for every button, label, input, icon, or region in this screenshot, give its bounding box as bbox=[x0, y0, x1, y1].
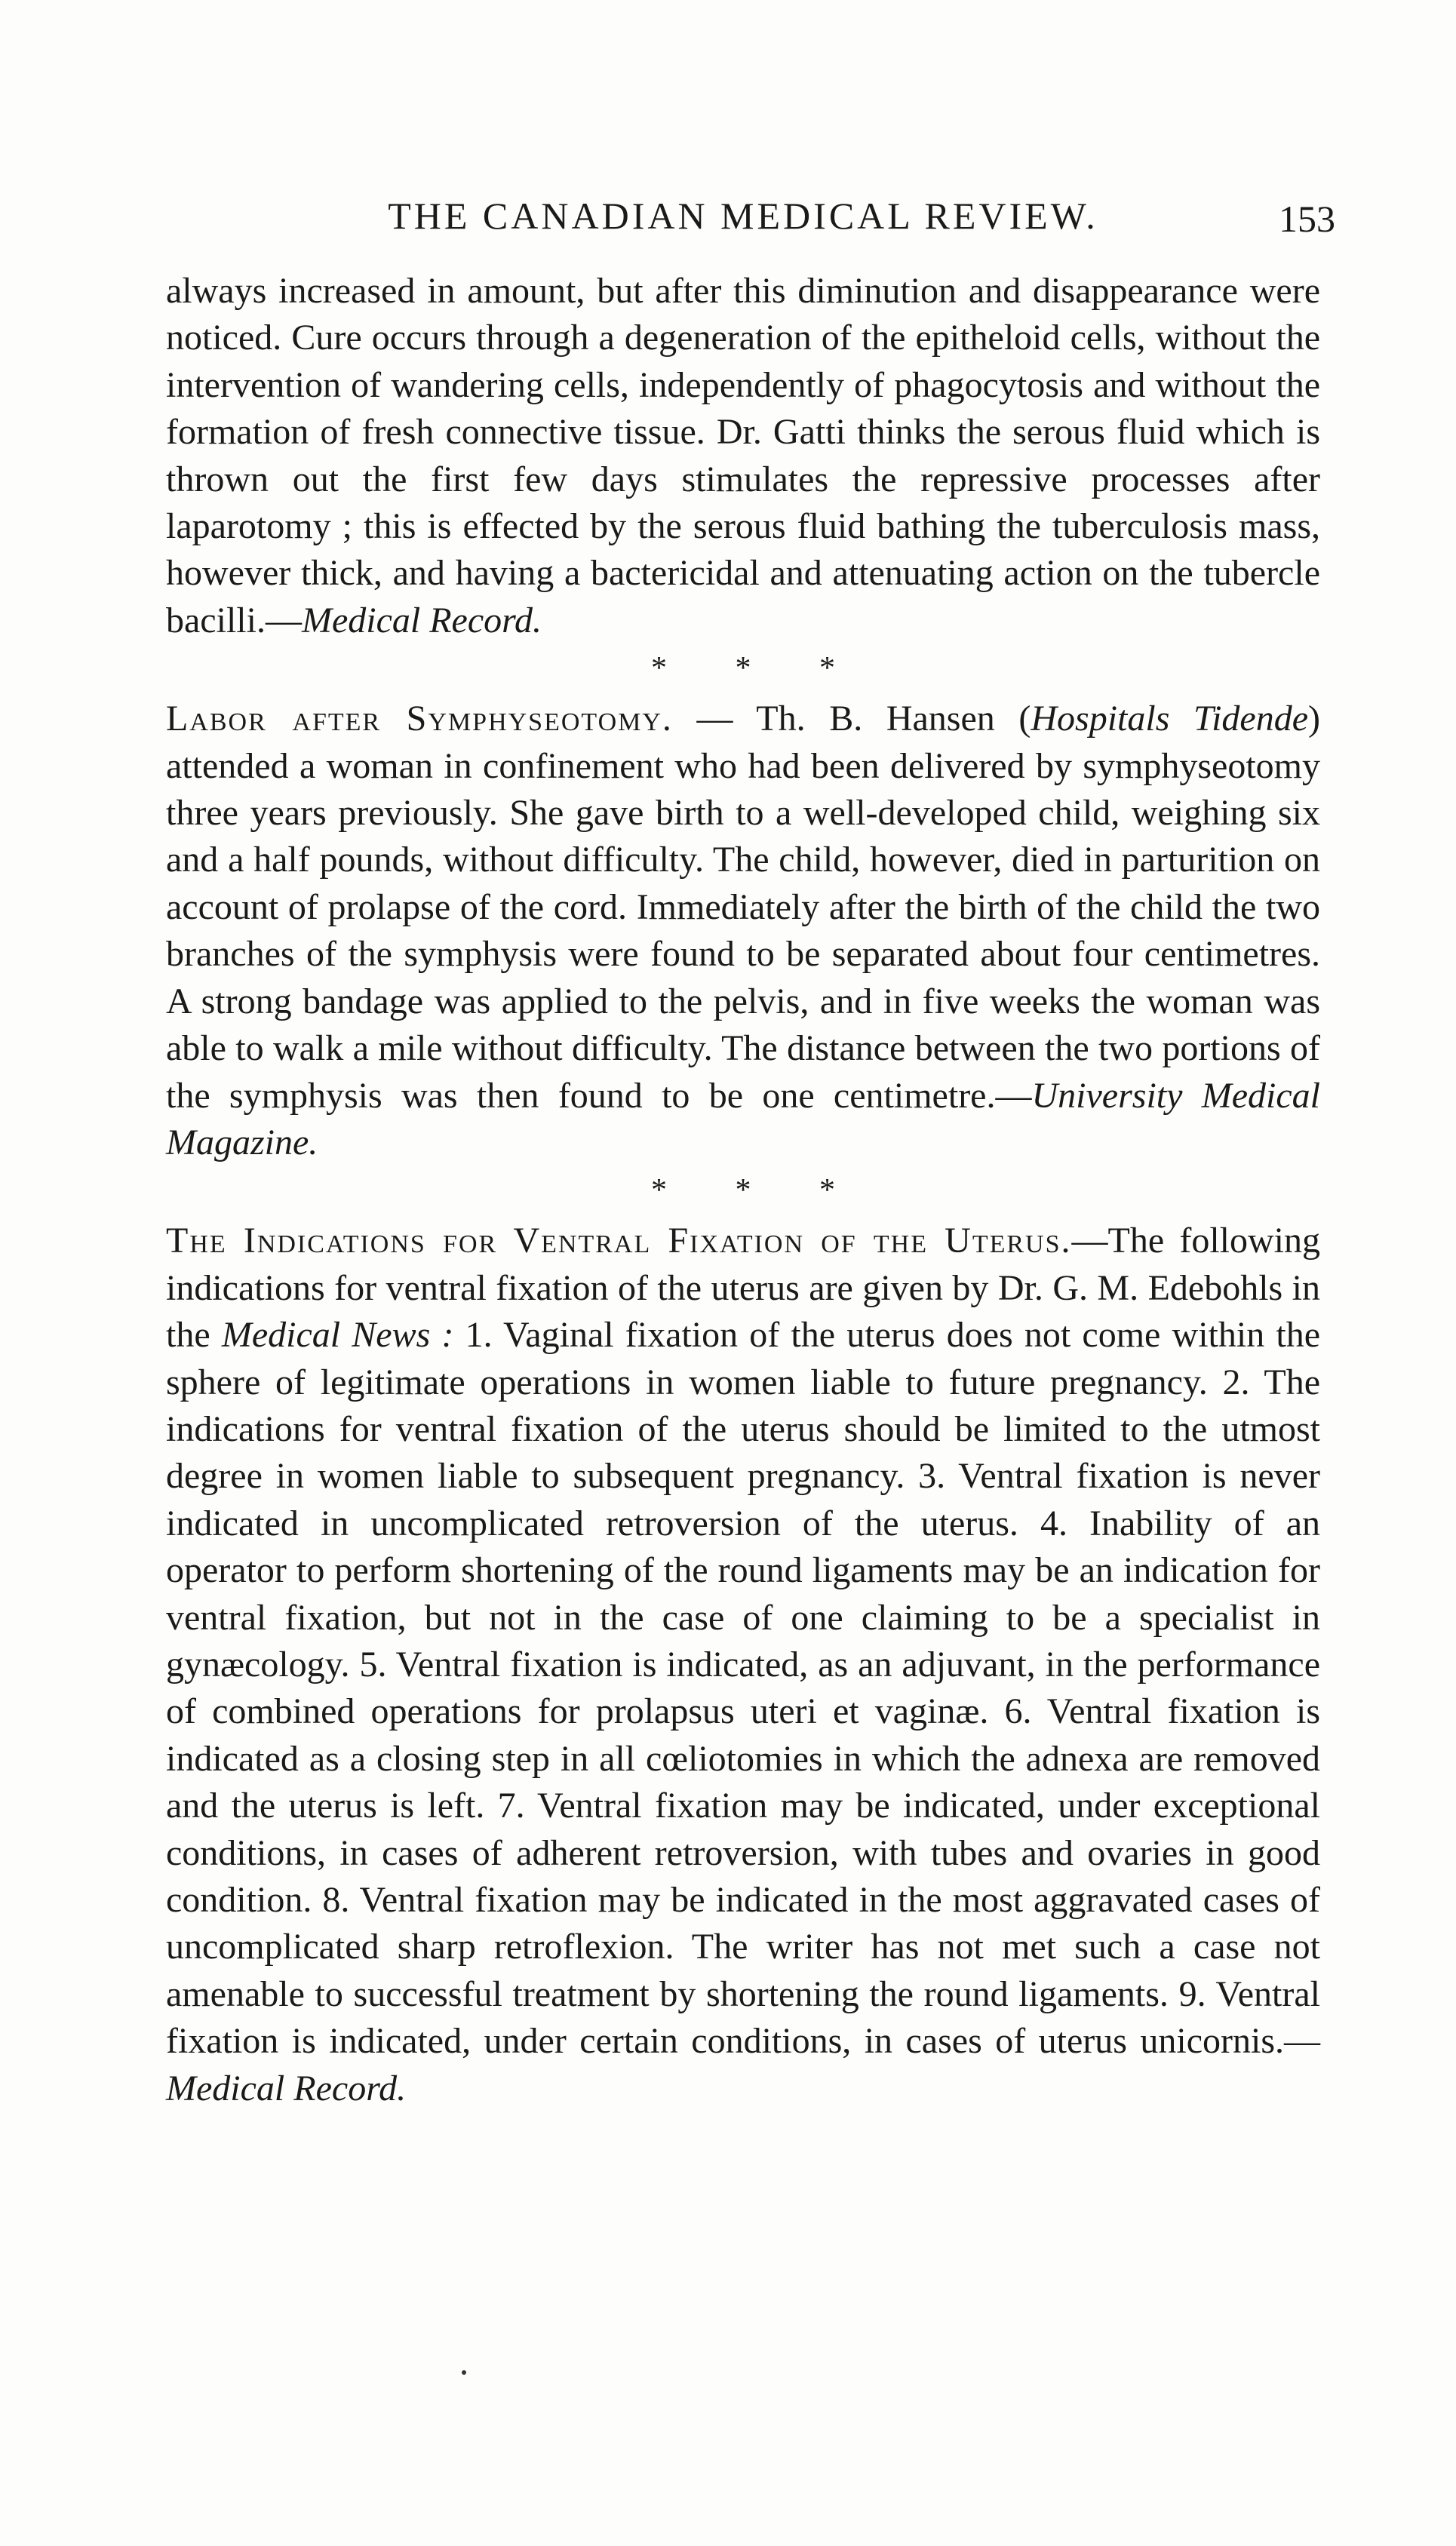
article-ventral-fixation-heading: The Indications for Ventral Fixation of the Uterus. bbox=[166, 1221, 1072, 1261]
section-separator: * * * bbox=[651, 651, 865, 686]
article-ventral-fixation-source: Medical Record. bbox=[166, 2068, 407, 2108]
article-symphyseotomy-paragraph bbox=[166, 696, 1320, 1166]
section-separator: * * * bbox=[651, 1173, 865, 1209]
article-symphyseotomy-heading: Labor after Symphyseotomy. bbox=[166, 699, 673, 739]
article-tuberculosis-paragraph bbox=[166, 268, 1320, 644]
article-symphyseotomy-text: ) attended a woman in confinement who had been delivered by symphyseotomy three years previously. She gave birth to a well-developed child, weighing six and a half pounds, without difficulty. The child, however, died in parturition on account of prolapse of the cord. Immediately after the birth of the child the two branches of the symphysis were found to be separated about four centimetres. A strong bandage was applied to the pelvis, and in five weeks the woman was able to walk a mile without difficulty. The distance between the two portions of the symphysis was then found to be one centimetre.— bbox=[166, 699, 1320, 1116]
article-tuberculosis-source: Medical Record. bbox=[301, 600, 542, 640]
body-text bbox=[166, 268, 1320, 2112]
article-ventral-fixation-intro: —The following indications for ventral fixation of the uterus are given by Dr. G. M. Edebohls in the bbox=[166, 1221, 1320, 1356]
article-ventral-fixation-text: 1. Vaginal fixation of the uterus does not come within the sphere of legitimate operations in women liable to future pregnancy. 2. The indications for ventral fixation of the uterus should be limited to the utmost degree in women liable to subsequent pregnancy. 3. Ventral fixation is never indicated in uncomplicated retroversion of the uterus. 4. Inability of an operator to perform shortening of the round ligaments may be an indication for ventral fixation, but not in the case of one claiming to be a specialist in gynæcology. 5. Ventral fixation is indicated, as an adjuvant, in the performance of combined operations for prolapsus uteri et vaginæ. 6. Ventral fixation is indicated as a closing step in all cœliotomies in which the adnexa are removed and the uterus is left. 7. Ventral fixation may be indicated, under exceptional conditions, in cases of adherent retroversion, with tubes and ovaries in good condition. 8. Ventral fixation may be indicated in the most aggravated cases of uncomplicated sharp retroflexion. The writer has not met such a case not amenable to successful treatment by shortening the round ligaments. 9. Ventral fixation is indicated, under certain conditions, in cases of uterus unicornis.— bbox=[166, 1315, 1321, 2062]
ink-speck bbox=[462, 2370, 466, 2375]
article-symphyseotomy-journal: Hospitals Tidende bbox=[1031, 699, 1309, 739]
page-number: 153 bbox=[1279, 198, 1335, 240]
article-symphyseotomy-lead: — Th. B. Hansen ( bbox=[672, 699, 1031, 739]
article-tuberculosis-text: always increased in amount, but after this diminution and disappearance were noticed. Cure occurs through a degeneration of the epitheloid cells, without the intervention of wandering cells, independently of phagocytosis and without the formation of fresh connective tissue. Dr. Gatti thinks the serous fluid which is thrown out the first few days stimulates the repressive processes after laparotomy ; this is effected by the serous fluid bathing the tuberculosis mass, however thick, and having a bactericidal and attenuating action on the tubercle bacilli.— bbox=[166, 271, 1320, 640]
article-ventral-fixation-paragraph bbox=[166, 1218, 1320, 2112]
article-ventral-fixation-journal: Medical News : bbox=[221, 1315, 454, 1356]
running-head bbox=[166, 186, 1335, 246]
article-symphyseotomy-source: University Medical Magazine. bbox=[166, 1075, 1320, 1162]
journal-title: THE CANADIAN MEDICAL REVIEW. bbox=[388, 195, 1098, 237]
